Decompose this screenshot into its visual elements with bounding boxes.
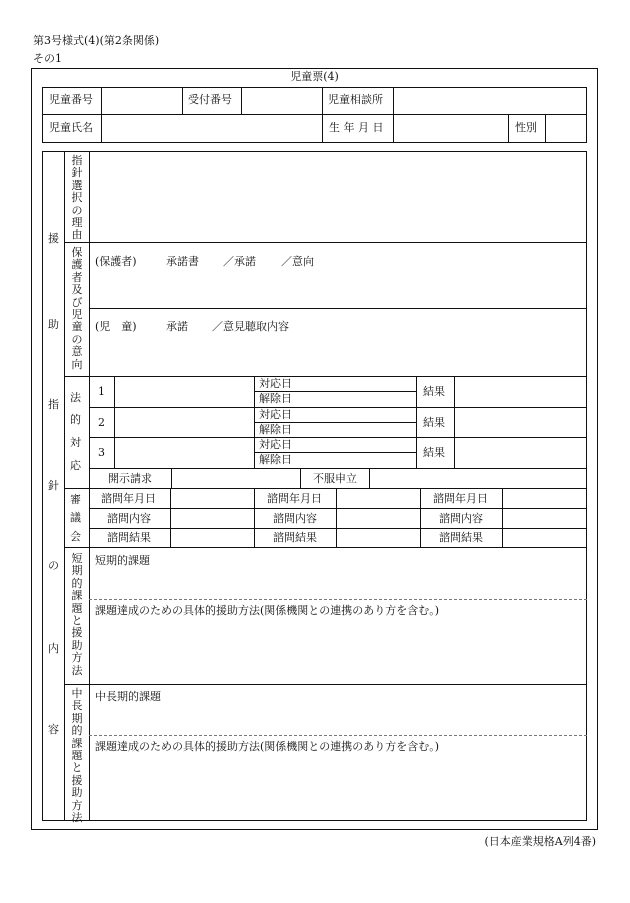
council-label-char: 会 (70, 530, 81, 543)
guardian-consent-doc: 承諾書 (166, 255, 199, 268)
child-consent: 承諾 (166, 320, 188, 333)
long-term-method-label: 課題達成のための具体的援助方法(関係機関との連携のあり方を含む。) (95, 740, 440, 753)
legal-label-char: 法 (70, 391, 81, 404)
result-label: 結果 (423, 446, 445, 459)
appeal-label: 不服申立 (313, 472, 357, 485)
side-label-char: 内 (48, 642, 59, 655)
legal-row-number: 2 (98, 416, 105, 429)
result-label: 結果 (423, 416, 445, 429)
response-date-label: 対応日 (259, 377, 292, 390)
council-content-label: 諮問内容 (107, 512, 151, 525)
council-result-label: 諮問結果 (273, 531, 317, 544)
release-date-label: 解除日 (259, 423, 292, 436)
guardian-label: (保護者) (95, 255, 137, 268)
disclosure-label: 開示請求 (108, 472, 152, 485)
short-term-issue-label: 短期的課題 (95, 554, 150, 567)
side-label-char: 容 (48, 723, 59, 736)
council-content-label: 諮問内容 (273, 512, 317, 525)
guideline-table (42, 151, 587, 821)
council-label-char: 審 (70, 493, 81, 506)
short-term-method-label: 課題達成のための具体的援助方法(関係機関との連携のあり方を含む。) (95, 604, 440, 617)
legal-label-char: 的 (70, 413, 81, 426)
side-label-char: 針 (48, 479, 59, 492)
child-opinion: ／意見聴取内容 (212, 320, 289, 333)
child-number-label: 児童番号 (49, 93, 93, 106)
long-term-label: 中 長 期 的 課 題 と 援 助 方 法 (71, 687, 83, 825)
side-label-char: 援 (48, 232, 59, 245)
council-result-label: 諮問結果 (107, 531, 151, 544)
council-date-label: 諮問年月日 (433, 492, 488, 505)
footer-note: (日本産業規格A列4番) (484, 835, 596, 848)
info-table (42, 87, 587, 143)
legal-label-char: 対 (70, 436, 81, 449)
sub-number: その1 (33, 52, 62, 65)
council-date-label: 諮問年月日 (267, 492, 322, 505)
child-name-label: 児童氏名 (49, 121, 93, 134)
council-result-label: 諮問結果 (439, 531, 483, 544)
council-content-label: 諮問内容 (439, 512, 483, 525)
guardian-consent: ／承諾 (223, 255, 256, 268)
guardian-intention: ／意向 (281, 255, 314, 268)
long-term-issue-label: 中長期的課題 (95, 690, 161, 703)
side-label-char: の (48, 559, 59, 572)
legal-row-number: 3 (98, 446, 105, 459)
form-number: 第3号様式(4)(第2条関係) (33, 34, 160, 47)
response-date-label: 対応日 (259, 408, 292, 421)
consultation-center-label: 児童相談所 (328, 93, 383, 106)
release-date-label: 解除日 (259, 392, 292, 405)
child-label: (児 童) (95, 320, 137, 333)
response-date-label: 対応日 (259, 438, 292, 451)
birth-date-label: 生 年 月 日 (329, 121, 384, 134)
gender-label: 性別 (515, 121, 537, 134)
side-label-char: 指 (48, 398, 59, 411)
form-title: 児童票(4) (290, 70, 339, 83)
council-date-label: 諮問年月日 (101, 492, 156, 505)
release-date-label: 解除日 (259, 453, 292, 466)
legal-row-number: 1 (98, 385, 105, 398)
intentions-label: 保 護 者 及 び 児 童 の 意 向 (71, 246, 83, 371)
side-label-char: 助 (48, 318, 59, 331)
short-term-label: 短 期 的 課 題 と 援 助 方 法 (71, 552, 83, 677)
reception-number-label: 受付番号 (188, 93, 232, 106)
council-label-char: 議 (70, 511, 81, 524)
legal-label-char: 応 (70, 459, 81, 472)
guideline-reason-label: 指 針 選 択 の 理 由 (71, 154, 83, 242)
result-label: 結果 (423, 385, 445, 398)
